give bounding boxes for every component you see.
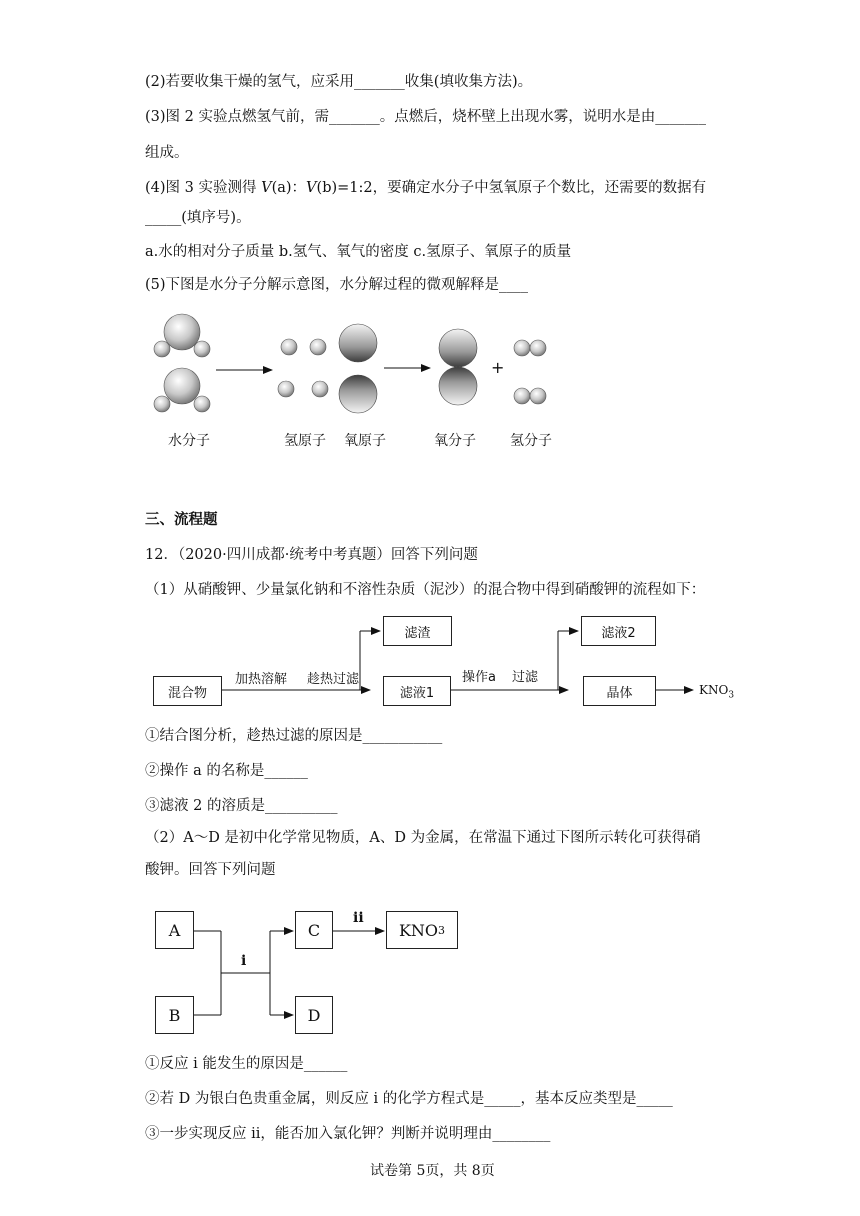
water-molecule-bottom	[154, 368, 210, 412]
question-4-options: a.水的相对分子质量 b.氢气、氧气的密度 c.氢原子、氧原子的质量	[145, 244, 572, 260]
label-operation-a: 操作a	[462, 670, 496, 685]
subquestion-2-3: ③一步实现反应 ii，能否加入氯化钾？判断并说明理由________	[145, 1126, 551, 1142]
box-mixture: 混合物	[153, 676, 222, 706]
hydrogen-molecules	[514, 340, 546, 404]
label-oxygen-molecule: 氧分子	[434, 433, 476, 449]
label-hot-filter: 趁热过滤	[307, 672, 360, 687]
question-3-line2: 组成。	[145, 145, 189, 161]
subquestion-2-2: ②若 D 为银白色贵重金属，则反应 i 的化学方程式是_____，基本反应类型是_____	[145, 1091, 673, 1107]
box-filtrate-1: 滤液1	[383, 676, 451, 706]
question-12-part1: （1）从硝酸钾、少量氯化钠和不溶性杂质（泥沙）的混合物中得到硝酸钾的流程如下：	[145, 582, 706, 598]
hydrogen-atoms	[278, 339, 328, 397]
section-heading: 三、流程题	[145, 511, 218, 528]
box-kno3: KNO 3	[386, 911, 458, 949]
label-hydrogen-atom: 氢原子	[284, 433, 326, 449]
subquestion-1-3: ③滤液 2 的溶质是__________	[145, 798, 338, 814]
question-2: (2)若要收集干燥的氢气，应采用_______收集(填收集方法)。	[145, 74, 533, 90]
box-b: B	[155, 996, 194, 1034]
subquestion-1-1: ①结合图分析，趁热过滤的原因是___________	[145, 728, 443, 744]
question-3-line1: (3)图 2 实验点燃氢气前，需_______。点燃后，烧杯壁上出现水雾，说明水是由_______	[145, 109, 706, 125]
question-12-title: 12．（2020·四川成都·统考中考真题）回答下列问题	[145, 547, 478, 563]
label-kno3-product: $KNO_3$	[699, 683, 735, 701]
box-a: A	[155, 911, 194, 949]
box-filtrate-2: 滤液2	[581, 616, 656, 646]
label-heat-dissolve: 加热溶解	[235, 672, 288, 687]
part-2-line2: 酸钾。回答下列问题	[145, 862, 276, 878]
part-2-line1: （2）A～D 是初中化学常见物质，A、D 为金属，在常温下通过下图所示转化可获得硝	[145, 830, 701, 846]
label-reaction-i: i	[241, 953, 247, 969]
water-molecule-top	[154, 314, 210, 357]
plus-sign: +	[491, 358, 505, 377]
oxygen-molecule	[439, 329, 477, 405]
label-reaction-ii: ii	[353, 910, 364, 926]
label-hydrogen-molecule: 氢分子	[510, 433, 552, 449]
question-4-line2: _____(填序号)。	[145, 210, 251, 226]
flow2-connectors	[194, 931, 384, 1015]
label-water-molecule: 水分子	[168, 433, 210, 449]
question-5: (5)下图是水分子分解示意图，水分解过程的微观解释是____	[145, 277, 529, 293]
subquestion-2-1: ①反应 i 能发生的原因是______	[145, 1056, 348, 1072]
box-c: C	[295, 911, 333, 949]
box-residue: 滤渣	[383, 616, 452, 646]
page-footer: 试卷第 5页，共 8页	[370, 1163, 495, 1179]
box-crystal: 晶体	[583, 676, 656, 706]
box-d: D	[295, 996, 333, 1034]
question-4-line1: (4)图 3 实验测得 V(a)：V(b)=1:2，要确定水分子中氢氧原子个数比，还需要的数据有	[145, 180, 707, 196]
label-oxygen-atom: 氧原子	[344, 433, 386, 449]
label-filter: 过滤	[512, 670, 539, 685]
oxygen-atoms	[339, 324, 377, 413]
subquestion-1-2: ②操作 a 的名称是______	[145, 763, 308, 779]
